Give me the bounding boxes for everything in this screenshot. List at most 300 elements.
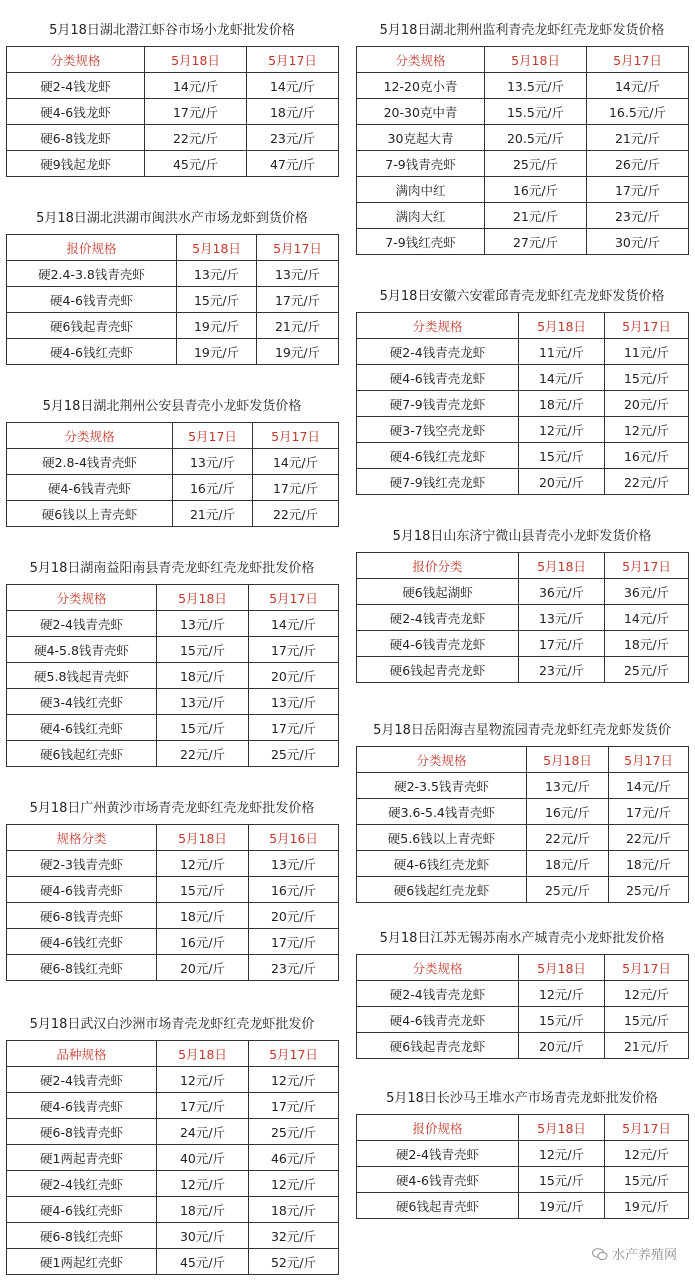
watermark xyxy=(592,1244,677,1263)
price-table xyxy=(356,746,689,903)
price-cell: 13.5元/斤 xyxy=(485,73,587,99)
table-row xyxy=(7,1093,339,1119)
header-cell: 5月17日 xyxy=(605,1115,689,1141)
table-row xyxy=(7,339,339,365)
header-cell: 5月17日 xyxy=(605,553,689,579)
price-cell: 23元/斤 xyxy=(587,203,689,229)
header-cell: 5月18日 xyxy=(145,47,247,73)
price-cell: 13元/斤 xyxy=(157,689,249,715)
price-cell: 20元/斤 xyxy=(249,903,339,929)
spec-cell: 硬4-6钱红壳龙虾 xyxy=(357,443,519,469)
price-cell: 14元/斤 xyxy=(247,73,339,99)
price-cell: 25元/斤 xyxy=(605,657,689,683)
price-cell: 15元/斤 xyxy=(177,287,257,313)
spec-cell: 硬4-5.8钱青壳虾 xyxy=(7,637,157,663)
table-row xyxy=(357,605,689,631)
spec-cell: 硬2-4钱龙虾 xyxy=(7,73,145,99)
header-cell: 5月17日 xyxy=(605,955,689,981)
price-cell: 20元/斤 xyxy=(157,955,249,981)
price-cell: 15元/斤 xyxy=(157,637,249,663)
spec-cell: 硬4-6钱青壳虾 xyxy=(7,1093,157,1119)
header-cell: 5月18日 xyxy=(157,1041,249,1067)
spec-cell: 硬1两起红壳虾 xyxy=(7,1249,157,1275)
table-row xyxy=(357,151,689,177)
header-cell: 报价分类 xyxy=(357,553,519,579)
spec-cell: 硬5.6钱以上青壳虾 xyxy=(357,825,527,851)
spec-cell: 硬2-4钱青壳虾 xyxy=(7,1067,157,1093)
price-cell: 12元/斤 xyxy=(605,981,689,1007)
header-cell: 5月18日 xyxy=(157,585,249,611)
table-row xyxy=(7,741,339,767)
spec-cell: 7-9钱青壳虾 xyxy=(357,151,485,177)
price-cell: 22元/斤 xyxy=(605,469,689,495)
spec-cell: 硬6-8钱红壳虾 xyxy=(7,1223,157,1249)
spec-cell: 30克起大青 xyxy=(357,125,485,151)
header-cell: 5月16日 xyxy=(249,825,339,851)
price-cell: 13元/斤 xyxy=(157,611,249,637)
price-cell: 18元/斤 xyxy=(249,1197,339,1223)
spec-cell: 硬6钱起青壳虾 xyxy=(7,313,177,339)
table-row xyxy=(7,125,339,151)
header-cell: 5月18日 xyxy=(519,1115,605,1141)
spec-cell: 硬2-3.5钱青壳虾 xyxy=(357,773,527,799)
spec-cell: 硬2-4钱青壳龙虾 xyxy=(357,605,519,631)
price-cell: 20元/斤 xyxy=(605,391,689,417)
price-table-block xyxy=(356,528,688,683)
table-row xyxy=(357,877,689,903)
spec-cell: 20-30克中青 xyxy=(357,99,485,125)
spec-cell: 硬4-6钱青壳龙虾 xyxy=(357,1007,519,1033)
table-title: 5月18日湖南益阳南县青壳龙虾红壳龙虾批发价格 xyxy=(29,561,315,576)
price-cell: 22元/斤 xyxy=(145,125,247,151)
price-cell: 14元/斤 xyxy=(253,449,339,475)
price-cell: 22元/斤 xyxy=(157,741,249,767)
price-cell: 14元/斤 xyxy=(605,605,689,631)
table-row xyxy=(357,365,689,391)
price-table-block xyxy=(356,1090,688,1219)
price-cell: 19元/斤 xyxy=(177,339,257,365)
table-row xyxy=(7,929,339,955)
price-cell: 23元/斤 xyxy=(249,955,339,981)
header-cell: 分类规格 xyxy=(7,423,173,449)
price-cell: 16元/斤 xyxy=(157,929,249,955)
table-row xyxy=(7,877,339,903)
table-title: 5月18日湖北荆州监利青壳龙虾红壳龙虾发货价格 xyxy=(379,23,665,38)
spec-cell: 硬6-8钱红壳虾 xyxy=(7,955,157,981)
spec-cell: 硬4-6钱红壳虾 xyxy=(7,339,177,365)
table-row xyxy=(357,391,689,417)
table-row xyxy=(7,261,339,287)
price-cell: 14元/斤 xyxy=(587,73,689,99)
price-cell: 18元/斤 xyxy=(247,99,339,125)
table-row xyxy=(7,151,339,177)
table-row xyxy=(7,1249,339,1275)
table-row xyxy=(357,1141,689,1167)
header-cell: 分类规格 xyxy=(357,955,519,981)
table-row xyxy=(7,1145,339,1171)
price-cell: 20元/斤 xyxy=(519,1033,605,1059)
price-cell: 22元/斤 xyxy=(527,825,609,851)
header-cell: 分类规格 xyxy=(357,47,485,73)
price-cell: 45元/斤 xyxy=(157,1249,249,1275)
header-cell: 5月17日 xyxy=(609,747,689,773)
table-title: 5月18日安徽六安霍邱青壳龙虾红壳龙虾发货价格 xyxy=(379,289,665,304)
spec-cell: 硬7-9钱红壳龙虾 xyxy=(357,469,519,495)
price-cell: 12元/斤 xyxy=(157,851,249,877)
price-table xyxy=(356,552,689,683)
price-cell: 25元/斤 xyxy=(527,877,609,903)
price-cell: 11元/斤 xyxy=(519,339,605,365)
price-table-block xyxy=(356,288,688,495)
table-title: 5月18日湖北荆州公安县青壳小龙虾发货价格 xyxy=(42,399,302,414)
price-table xyxy=(6,584,339,767)
price-table xyxy=(356,312,689,495)
header-cell: 5月18日 xyxy=(519,313,605,339)
price-cell: 18元/斤 xyxy=(609,851,689,877)
spec-cell: 硬2.4-3.8钱青壳虾 xyxy=(7,261,177,287)
price-cell: 20元/斤 xyxy=(249,663,339,689)
header-row xyxy=(7,423,339,449)
spec-cell: 硬6钱以上青壳虾 xyxy=(7,501,173,527)
table-row xyxy=(357,1193,689,1219)
table-row xyxy=(357,177,689,203)
table-row xyxy=(7,73,339,99)
price-cell: 20.5元/斤 xyxy=(485,125,587,151)
table-row xyxy=(7,663,339,689)
table-row xyxy=(7,955,339,981)
price-cell: 16元/斤 xyxy=(173,475,253,501)
spec-cell: 硬4-6钱青壳虾 xyxy=(357,1167,519,1193)
header-cell: 5月17日 xyxy=(605,313,689,339)
price-cell: 27元/斤 xyxy=(485,229,587,255)
price-cell: 15元/斤 xyxy=(605,1167,689,1193)
price-table xyxy=(356,46,689,255)
price-cell: 24元/斤 xyxy=(157,1119,249,1145)
price-cell: 36元/斤 xyxy=(605,579,689,605)
price-cell: 16元/斤 xyxy=(485,177,587,203)
table-title: 5月18日岳阳海吉星物流园青壳龙虾红壳龙虾发货价 xyxy=(373,723,671,738)
spec-cell: 硬4-6钱青壳龙虾 xyxy=(357,365,519,391)
price-cell: 19元/斤 xyxy=(257,339,339,365)
table-row xyxy=(7,501,339,527)
price-cell: 22元/斤 xyxy=(609,825,689,851)
spec-cell: 硬2-4钱青壳虾 xyxy=(7,611,157,637)
price-cell: 17元/斤 xyxy=(249,929,339,955)
table-row xyxy=(7,1171,339,1197)
table-row xyxy=(7,1197,339,1223)
price-table xyxy=(6,234,339,365)
header-cell: 5月17日 xyxy=(249,585,339,611)
price-cell: 16元/斤 xyxy=(605,443,689,469)
price-cell: 46元/斤 xyxy=(249,1145,339,1171)
header-cell: 分类规格 xyxy=(7,47,145,73)
table-title: 5月18日江苏无锡苏南水产城青壳小龙虾批发价格 xyxy=(379,931,665,946)
header-row xyxy=(357,747,689,773)
price-cell: 23元/斤 xyxy=(247,125,339,151)
spec-cell: 硬6钱起湖虾 xyxy=(357,579,519,605)
header-cell: 分类规格 xyxy=(7,585,157,611)
header-row xyxy=(357,1115,689,1141)
table-row xyxy=(7,313,339,339)
price-cell: 15元/斤 xyxy=(605,365,689,391)
table-row xyxy=(357,631,689,657)
header-cell: 5月17日 xyxy=(173,423,253,449)
price-cell: 22元/斤 xyxy=(253,501,339,527)
spec-cell: 硬6-8钱青壳虾 xyxy=(7,903,157,929)
spec-cell: 硬4-6钱红壳龙虾 xyxy=(357,851,527,877)
spec-cell: 硬2.8-4钱青壳虾 xyxy=(7,449,173,475)
table-row xyxy=(357,99,689,125)
price-cell: 14元/斤 xyxy=(249,611,339,637)
spec-cell: 硬6钱起红壳龙虾 xyxy=(357,877,527,903)
price-table xyxy=(356,1114,689,1219)
price-cell: 17元/斤 xyxy=(157,1093,249,1119)
price-table xyxy=(6,422,339,527)
price-cell: 25元/斤 xyxy=(249,1119,339,1145)
price-cell: 21元/斤 xyxy=(173,501,253,527)
header-cell: 5月17日 xyxy=(253,423,339,449)
price-cell: 47元/斤 xyxy=(247,151,339,177)
wechat-icon xyxy=(592,1248,608,1261)
price-cell: 12元/斤 xyxy=(605,417,689,443)
spec-cell: 7-9钱红壳虾 xyxy=(357,229,485,255)
price-cell: 13元/斤 xyxy=(519,605,605,631)
price-cell: 21元/斤 xyxy=(485,203,587,229)
spec-cell: 硬1两起青壳虾 xyxy=(7,1145,157,1171)
table-row xyxy=(7,689,339,715)
price-table xyxy=(6,46,339,177)
price-cell: 25元/斤 xyxy=(609,877,689,903)
spec-cell: 12-20克小青 xyxy=(357,73,485,99)
price-cell: 23元/斤 xyxy=(519,657,605,683)
table-row xyxy=(357,657,689,683)
price-table-block xyxy=(356,930,688,1059)
price-table-block xyxy=(6,560,338,767)
spec-cell: 硬2-4钱青壳龙虾 xyxy=(357,981,519,1007)
price-cell: 15元/斤 xyxy=(519,1167,605,1193)
spec-cell: 硬4-6钱龙虾 xyxy=(7,99,145,125)
price-cell: 12元/斤 xyxy=(249,1067,339,1093)
price-cell: 52元/斤 xyxy=(249,1249,339,1275)
spec-cell: 硬3-4钱红壳虾 xyxy=(7,689,157,715)
price-cell: 30元/斤 xyxy=(157,1223,249,1249)
price-cell: 12元/斤 xyxy=(157,1171,249,1197)
spec-cell: 硬5.8钱起青壳虾 xyxy=(7,663,157,689)
table-row xyxy=(357,203,689,229)
table-row xyxy=(357,73,689,99)
header-cell: 5月18日 xyxy=(157,825,249,851)
spec-cell: 硬3.6-5.4钱青壳虾 xyxy=(357,799,527,825)
price-table-block xyxy=(6,22,338,177)
price-cell: 17元/斤 xyxy=(145,99,247,125)
price-cell: 16.5元/斤 xyxy=(587,99,689,125)
price-cell: 19元/斤 xyxy=(605,1193,689,1219)
spec-cell: 硬6钱起青壳龙虾 xyxy=(357,1033,519,1059)
header-cell: 5月17日 xyxy=(587,47,689,73)
price-cell: 12元/斤 xyxy=(519,981,605,1007)
table-row xyxy=(7,1223,339,1249)
price-cell: 11元/斤 xyxy=(605,339,689,365)
price-cell: 18元/斤 xyxy=(157,1197,249,1223)
price-cell: 15元/斤 xyxy=(519,443,605,469)
price-cell: 17元/斤 xyxy=(249,715,339,741)
price-cell: 18元/斤 xyxy=(605,631,689,657)
price-cell: 18元/斤 xyxy=(157,663,249,689)
header-row xyxy=(357,955,689,981)
header-row xyxy=(7,585,339,611)
header-cell: 5月17日 xyxy=(247,47,339,73)
price-cell: 15元/斤 xyxy=(157,877,249,903)
spec-cell: 硬2-4钱青壳龙虾 xyxy=(357,339,519,365)
header-cell: 5月18日 xyxy=(519,553,605,579)
table-row xyxy=(7,611,339,637)
table-title: 5月18日武汉白沙洲市场青壳龙虾红壳龙虾批发价 xyxy=(29,1017,315,1032)
header-cell: 分类规格 xyxy=(357,747,527,773)
spec-cell: 硬6钱起青壳虾 xyxy=(357,1193,519,1219)
header-cell: 5月18日 xyxy=(485,47,587,73)
spec-cell: 硬6钱起青壳龙虾 xyxy=(357,657,519,683)
spec-cell: 硬4-6钱红壳虾 xyxy=(7,715,157,741)
price-cell: 21元/斤 xyxy=(257,313,339,339)
price-table-block xyxy=(356,722,688,903)
price-cell: 14元/斤 xyxy=(609,773,689,799)
spec-cell: 硬4-6钱红壳虾 xyxy=(7,929,157,955)
spec-cell: 硬4-6钱青壳虾 xyxy=(7,287,177,313)
price-table-block xyxy=(356,22,688,255)
header-cell: 5月17日 xyxy=(249,1041,339,1067)
table-row xyxy=(357,1033,689,1059)
table-row xyxy=(357,773,689,799)
price-cell: 17元/斤 xyxy=(609,799,689,825)
table-row xyxy=(357,579,689,605)
spec-cell: 满肉中红 xyxy=(357,177,485,203)
price-cell: 16元/斤 xyxy=(249,877,339,903)
price-cell: 21元/斤 xyxy=(587,125,689,151)
price-cell: 14元/斤 xyxy=(145,73,247,99)
price-cell: 16元/斤 xyxy=(527,799,609,825)
watermark-text: 水产养殖网 xyxy=(611,1248,677,1263)
price-cell: 30元/斤 xyxy=(587,229,689,255)
price-cell: 12元/斤 xyxy=(249,1171,339,1197)
price-cell: 15元/斤 xyxy=(605,1007,689,1033)
price-cell: 13元/斤 xyxy=(257,261,339,287)
spec-cell: 硬2-3钱青壳虾 xyxy=(7,851,157,877)
price-table-block xyxy=(6,800,338,981)
table-row xyxy=(7,99,339,125)
table-row xyxy=(7,1119,339,1145)
header-cell: 报价规格 xyxy=(7,235,177,261)
price-cell: 19元/斤 xyxy=(177,313,257,339)
price-table xyxy=(6,824,339,981)
spec-cell: 硬6-8钱龙虾 xyxy=(7,125,145,151)
price-cell: 32元/斤 xyxy=(249,1223,339,1249)
header-row xyxy=(7,1041,339,1067)
header-cell: 报价规格 xyxy=(357,1115,519,1141)
price-cell: 13元/斤 xyxy=(527,773,609,799)
table-title: 5月18日山东济宁微山县青壳小龙虾发货价格 xyxy=(392,529,652,544)
price-cell: 14元/斤 xyxy=(519,365,605,391)
price-cell: 25元/斤 xyxy=(485,151,587,177)
header-cell: 5月17日 xyxy=(257,235,339,261)
price-cell: 36元/斤 xyxy=(519,579,605,605)
spec-cell: 硬6-8钱青壳虾 xyxy=(7,1119,157,1145)
header-row xyxy=(357,47,689,73)
price-cell: 12元/斤 xyxy=(519,1141,605,1167)
header-row xyxy=(7,47,339,73)
table-row xyxy=(357,1167,689,1193)
table-row xyxy=(357,851,689,877)
spec-cell: 硬3-7钱空壳龙虾 xyxy=(357,417,519,443)
price-cell: 18元/斤 xyxy=(519,391,605,417)
header-row xyxy=(7,235,339,261)
price-cell: 18元/斤 xyxy=(157,903,249,929)
spec-cell: 硬4-6钱青壳龙虾 xyxy=(357,631,519,657)
table-row xyxy=(7,475,339,501)
header-row xyxy=(357,313,689,339)
price-cell: 12元/斤 xyxy=(157,1067,249,1093)
header-cell: 5月18日 xyxy=(177,235,257,261)
table-row xyxy=(7,903,339,929)
spec-cell: 硬2-4钱红壳虾 xyxy=(7,1171,157,1197)
price-cell: 17元/斤 xyxy=(519,631,605,657)
spec-cell: 硬9钱起龙虾 xyxy=(7,151,145,177)
table-row xyxy=(357,1007,689,1033)
table-row xyxy=(357,125,689,151)
header-cell: 分类规格 xyxy=(357,313,519,339)
price-cell: 12元/斤 xyxy=(519,417,605,443)
spec-cell: 硬7-9钱青壳龙虾 xyxy=(357,391,519,417)
table-row xyxy=(7,287,339,313)
spec-cell: 硬4-6钱红壳虾 xyxy=(7,1197,157,1223)
table-title: 5月18日湖北洪湖市闽洪水产市场龙虾到货价格 xyxy=(36,211,308,226)
price-table-block xyxy=(6,1016,338,1275)
spec-cell: 硬4-6钱青壳虾 xyxy=(7,877,157,903)
table-row xyxy=(7,715,339,741)
table-title: 5月18日长沙马王堆水产市场青壳龙虾批发价格 xyxy=(386,1091,658,1106)
price-cell: 17元/斤 xyxy=(249,637,339,663)
spec-cell: 满肉大红 xyxy=(357,203,485,229)
price-cell: 18元/斤 xyxy=(527,851,609,877)
table-title: 5月18日广州黄沙市场青壳龙虾红壳龙虾批发价格 xyxy=(29,801,315,816)
table-row xyxy=(7,1067,339,1093)
table-row xyxy=(357,469,689,495)
price-cell: 21元/斤 xyxy=(605,1033,689,1059)
table-row xyxy=(7,637,339,663)
table-row xyxy=(357,825,689,851)
header-cell: 规格分类 xyxy=(7,825,157,851)
price-cell: 26元/斤 xyxy=(587,151,689,177)
price-table xyxy=(356,954,689,1059)
price-cell: 13元/斤 xyxy=(173,449,253,475)
table-row xyxy=(357,981,689,1007)
price-cell: 17元/斤 xyxy=(253,475,339,501)
price-cell: 25元/斤 xyxy=(249,741,339,767)
price-cell: 17元/斤 xyxy=(257,287,339,313)
table-row xyxy=(7,851,339,877)
price-cell: 13元/斤 xyxy=(249,851,339,877)
price-table-block xyxy=(6,398,338,527)
price-cell: 45元/斤 xyxy=(145,151,247,177)
table-row xyxy=(357,417,689,443)
header-cell: 5月18日 xyxy=(519,955,605,981)
price-cell: 15元/斤 xyxy=(519,1007,605,1033)
price-table xyxy=(6,1040,339,1275)
table-row xyxy=(357,443,689,469)
header-row xyxy=(357,553,689,579)
price-cell: 15元/斤 xyxy=(157,715,249,741)
price-cell: 19元/斤 xyxy=(519,1193,605,1219)
price-cell: 17元/斤 xyxy=(587,177,689,203)
